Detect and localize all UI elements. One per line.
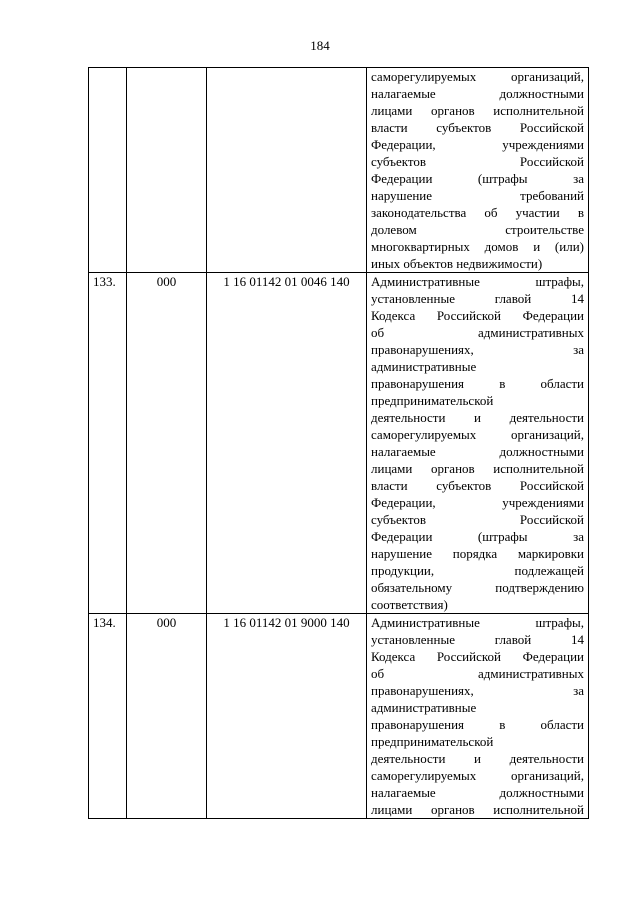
budget-classification-table (88, 67, 589, 819)
description-line: административные (371, 700, 477, 715)
description-line: предпринимательской (371, 393, 494, 408)
description-line: налагаемые должностными (371, 444, 584, 459)
table-row (89, 68, 589, 273)
description-line: Кодекса Российской Федерации (371, 649, 584, 664)
description-line: налагаемые должностными (371, 86, 584, 101)
description-line: Административные штрафы, (371, 274, 584, 289)
description-line: субъектов Российской (371, 154, 584, 169)
description-line: соответствия) (371, 597, 448, 612)
administrator-code-cell: 000 (127, 273, 207, 614)
budget-code-cell: 1 16 01142 01 0046 140 (207, 273, 367, 614)
description-line: обязательному подтверждению (371, 580, 584, 595)
description-line: установленные главой 14 (371, 632, 584, 647)
table-body (89, 68, 589, 819)
description-line: власти субъектов Российской (371, 478, 584, 493)
description-line: деятельности и деятельности (371, 751, 584, 766)
description-line: налагаемые должностными (371, 785, 584, 800)
description-line: Федерации (штрафы за (371, 171, 584, 186)
description-line: саморегулируемых организаций, (371, 768, 584, 783)
description-line: законодательства об участии в (371, 205, 584, 220)
description-line: многоквартирных домов и (или) (371, 239, 584, 254)
description-line: нарушение порядка маркировки (371, 546, 584, 561)
description-line: Кодекса Российской Федерации (371, 308, 584, 323)
description-line: иных объектов недвижимости) (371, 256, 543, 271)
description-cell (367, 614, 589, 819)
description-line: продукции, подлежащей (371, 563, 584, 578)
budget-code-cell (207, 68, 367, 273)
description-line: об административных (371, 666, 584, 681)
description-line: лицами органов исполнительной (371, 461, 584, 476)
description-line: лицами органов исполнительной (371, 802, 584, 817)
budget-code-cell: 1 16 01142 01 9000 140 (207, 614, 367, 819)
description-line: правонарушения в области (371, 376, 584, 391)
description-line: административные (371, 359, 477, 374)
description-line: саморегулируемых организаций, (371, 427, 584, 442)
description-line: правонарушениях, за (371, 683, 584, 698)
description-line: правонарушения в области (371, 717, 584, 732)
description-line: нарушение требований (371, 188, 584, 203)
description-line: саморегулируемых организаций, (371, 69, 584, 84)
description-line: деятельности и деятельности (371, 410, 584, 425)
description-line: Административные штрафы, (371, 615, 584, 630)
description-line: Федерации, учреждениями (371, 137, 584, 152)
description-line: субъектов Российской (371, 512, 584, 527)
description-line: власти субъектов Российской (371, 120, 584, 135)
description-line: предпринимательской (371, 734, 494, 749)
description-cell (367, 273, 589, 614)
description-line: правонарушениях, за (371, 342, 584, 357)
row-number-cell: 134. (89, 614, 127, 819)
description-line: лицами органов исполнительной (371, 103, 584, 118)
description-line: об административных (371, 325, 584, 340)
administrator-code-cell: 000 (127, 614, 207, 819)
administrator-code-cell (127, 68, 207, 273)
table-row (89, 614, 589, 819)
description-line: Федерации (штрафы за (371, 529, 584, 544)
page-number: 184 (310, 38, 330, 53)
description-line: долевом строительстве (371, 222, 584, 237)
description-line: Федерации, учреждениями (371, 495, 584, 510)
description-line: установленные главой 14 (371, 291, 584, 306)
row-number-cell: 133. (89, 273, 127, 614)
row-number-cell (89, 68, 127, 273)
description-cell (367, 68, 589, 273)
table-row (89, 273, 589, 614)
